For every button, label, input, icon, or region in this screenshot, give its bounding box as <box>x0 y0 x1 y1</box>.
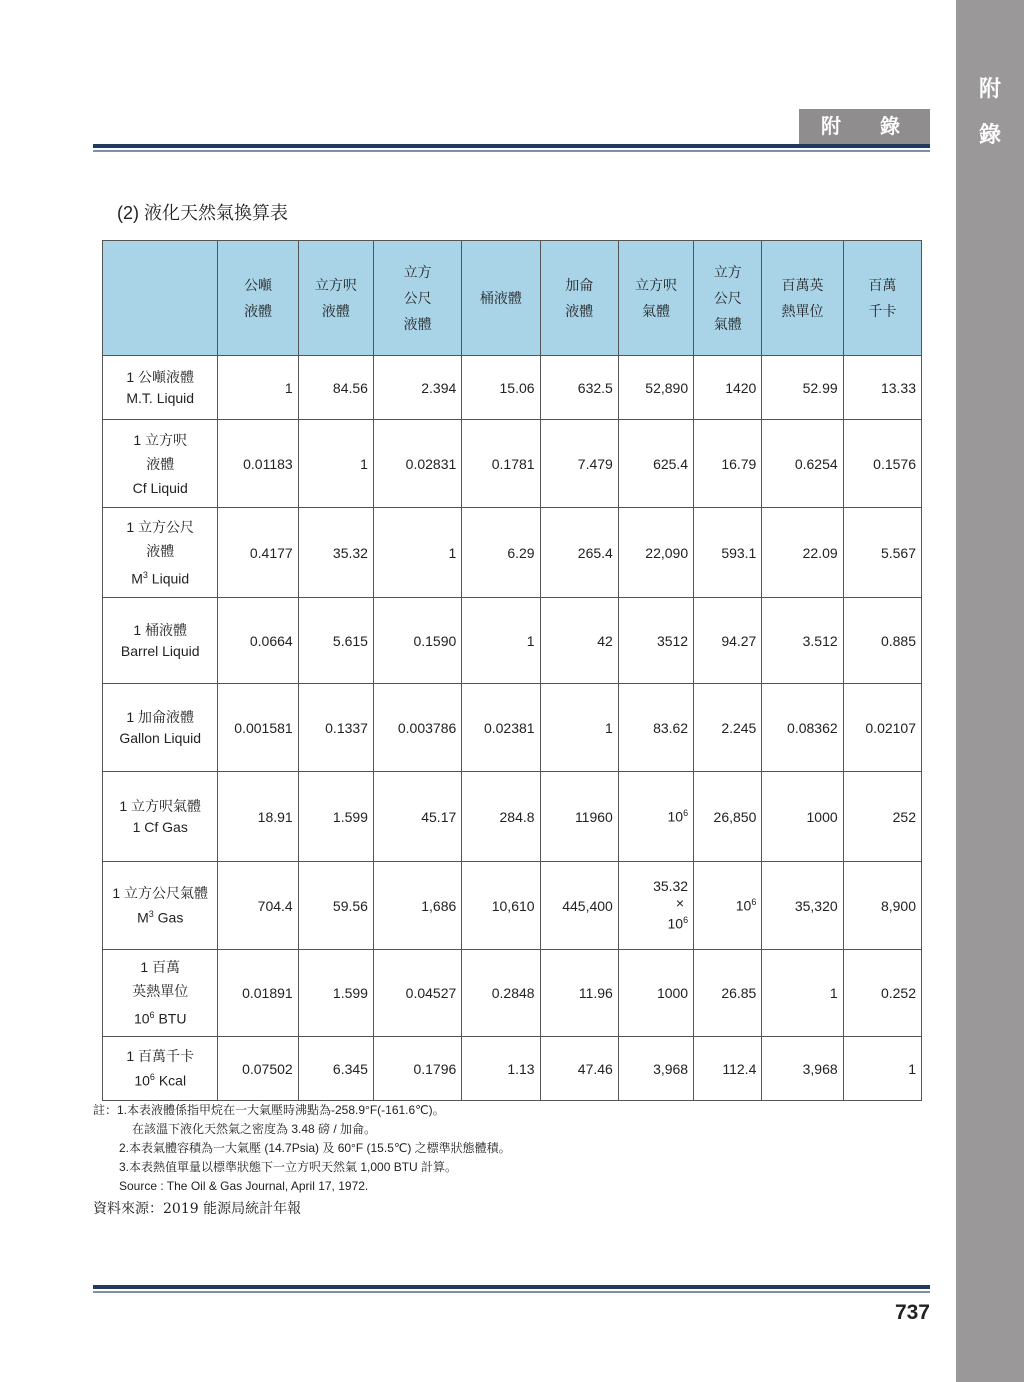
column-header <box>762 241 843 356</box>
row-header-line: 1 立方公尺 <box>126 518 195 535</box>
table-cell: 0.1576 <box>843 420 921 508</box>
table-cell: 1000 <box>762 772 843 862</box>
column-header <box>694 241 762 356</box>
table-cell: 1.13 <box>462 1037 540 1101</box>
table-cell: 3512 <box>618 598 693 684</box>
note-line: Source : The Oil & Gas Journal, April 17, 1972. <box>119 1179 369 1193</box>
source-line: 資料來源：2019 能源局統計年報 <box>93 1201 302 1217</box>
row-header-line: $10^6$ BTU <box>133 1010 187 1027</box>
table-cell: 1 <box>462 598 540 684</box>
table-row <box>103 772 922 862</box>
row-header <box>103 772 218 862</box>
header-rule-thick <box>93 144 930 148</box>
table-row <box>103 356 922 420</box>
row-header <box>103 508 218 598</box>
table-cell: 5.567 <box>843 508 921 598</box>
sidebar-char-1: 附 <box>978 77 1001 102</box>
note-line: 註：1.本表液體係指甲烷在一大氣壓時沸點為-258.9°F(-161.6℃)。 <box>93 1103 445 1117</box>
table-cell: 26,850 <box>694 772 762 862</box>
table-cell: 0.1781 <box>462 420 540 508</box>
column-header-line: 公尺 <box>403 290 432 306</box>
table-cell: $10^6$ <box>694 862 762 950</box>
table-row <box>103 862 922 950</box>
table-cell: 1,686 <box>373 862 461 950</box>
column-header-line: 液體 <box>244 303 273 319</box>
row-header-line: 1 立方公尺氣體 <box>112 884 209 901</box>
row-header-line: $10^6$ Kcal <box>134 1071 187 1089</box>
column-header-line: 公噸 <box>244 277 273 293</box>
corner-cell <box>103 241 218 356</box>
table-row <box>103 684 922 772</box>
table-cell: 13.33 <box>843 356 921 420</box>
table-cell: 8,900 <box>843 862 921 950</box>
table-cell: 94.27 <box>694 598 762 684</box>
table-cell: 0.4177 <box>218 508 298 598</box>
table-cell: 0.1796 <box>373 1037 461 1101</box>
table-cell: 1 <box>540 684 618 772</box>
column-header <box>373 241 461 356</box>
table-cell: 284.8 <box>462 772 540 862</box>
column-header-line: 加侖 <box>565 277 594 293</box>
table-cell: 11960 <box>540 772 618 862</box>
column-header-line: 熱單位 <box>781 303 824 319</box>
table-cell: 0.885 <box>843 598 921 684</box>
table-cell: 0.2848 <box>462 950 540 1037</box>
column-header <box>218 241 298 356</box>
column-header-line: 液體 <box>403 316 432 332</box>
table-cell: 0.07502 <box>218 1037 298 1101</box>
row-header-line: 1 立方呎氣體 <box>119 797 202 814</box>
table-cell: 0.04527 <box>373 950 461 1037</box>
table-cell: 112.4 <box>694 1037 762 1101</box>
header-rule-thin <box>93 150 930 152</box>
table-cell: 35.32 × $10^6$ <box>618 862 693 950</box>
sidebar-char-2: 錄 <box>978 123 1001 148</box>
table-row <box>103 508 922 598</box>
notes <box>93 1101 511 1196</box>
table-cell: 84.56 <box>298 356 373 420</box>
row-header-line: 1 百萬 <box>140 959 181 976</box>
row-header-line: 1 立方呎 <box>133 431 188 448</box>
column-header <box>618 241 693 356</box>
table-cell: 0.6254 <box>762 420 843 508</box>
header-tab: 附 錄 <box>799 109 930 144</box>
row-header-line: 1 桶液體 <box>133 621 188 638</box>
row-header-line: 液體 <box>146 542 175 559</box>
table-cell: 0.1590 <box>373 598 461 684</box>
table-cell: 6.345 <box>298 1037 373 1101</box>
column-header <box>462 241 540 356</box>
row-header-line: M.T. Liquid <box>126 389 195 406</box>
column-header-line: 液體 <box>565 303 594 319</box>
table-cell: 52.99 <box>762 356 843 420</box>
table-cell: 1 <box>762 950 843 1037</box>
row-header-line: 1 Cf Gas <box>132 818 188 835</box>
row-header-line: 1 加侖液體 <box>126 708 195 725</box>
table-cell: 445,400 <box>540 862 618 950</box>
table-cell: 0.02381 <box>462 684 540 772</box>
conversion-table <box>102 240 922 1101</box>
table-cell: 265.4 <box>540 508 618 598</box>
row-header <box>103 420 218 508</box>
column-header-line: 立方呎 <box>314 277 357 293</box>
table-cell: 0.003786 <box>373 684 461 772</box>
note-line: 2.本表氣體容積為一大氣壓 (14.7Psia) 及 60°F (15.5℃) 之標準狀態體積。 <box>119 1141 511 1155</box>
table-cell: 59.56 <box>298 862 373 950</box>
table-cell: 3,968 <box>618 1037 693 1101</box>
row-header-line: Cf Liquid <box>132 479 188 496</box>
table-cell: 5.615 <box>298 598 373 684</box>
table-cell: 1.599 <box>298 950 373 1037</box>
row-header <box>103 1037 218 1101</box>
column-header-line: 公尺 <box>713 290 742 306</box>
section-title: (2) 液化天然氣換算表 <box>117 203 288 223</box>
table-cell: 0.08362 <box>762 684 843 772</box>
table-cell: 2.245 <box>694 684 762 772</box>
table-cell: 18.91 <box>218 772 298 862</box>
table-cell: 22.09 <box>762 508 843 598</box>
column-header-line: 立方呎 <box>634 277 677 293</box>
column-header-line: 百萬 <box>868 277 897 293</box>
table-cell: 3.512 <box>762 598 843 684</box>
column-header-line: 立方 <box>403 264 432 280</box>
row-header <box>103 950 218 1037</box>
table-row <box>103 1037 922 1101</box>
table-cell: 52,890 <box>618 356 693 420</box>
table-cell: 35.32 <box>298 508 373 598</box>
column-header-line: 立方 <box>713 264 742 280</box>
table-cell: 1 <box>843 1037 921 1101</box>
table-cell: 0.01891 <box>218 950 298 1037</box>
table-row <box>103 950 922 1037</box>
table-cell: 26.85 <box>694 950 762 1037</box>
table-cell: 593.1 <box>694 508 762 598</box>
row-header-line: 1 公噸液體 <box>126 368 195 385</box>
table-cell: 22,090 <box>618 508 693 598</box>
table-cell: 16.79 <box>694 420 762 508</box>
column-header-line: 氣體 <box>641 303 670 319</box>
table-cell: 15.06 <box>462 356 540 420</box>
row-header-line: 英熱單位 <box>132 983 189 1000</box>
column-header-line: 氣體 <box>713 316 742 332</box>
column-header <box>540 241 618 356</box>
table-cell: 3,968 <box>762 1037 843 1101</box>
table-cell: 1 <box>298 420 373 508</box>
row-header-line: 1 百萬千卡 <box>126 1047 195 1064</box>
table-cell: 0.01183 <box>218 420 298 508</box>
row-header <box>103 598 218 684</box>
table-cell: 47.46 <box>540 1037 618 1101</box>
table-cell: 42 <box>540 598 618 684</box>
row-header <box>103 684 218 772</box>
table-cell: 6.29 <box>462 508 540 598</box>
table-cell: 0.252 <box>843 950 921 1037</box>
table-row <box>103 420 922 508</box>
table-cell: 1.599 <box>298 772 373 862</box>
row-header-line: Barrel Liquid <box>120 642 200 659</box>
column-header-line: 桶液體 <box>479 290 522 306</box>
table-cell: 704.4 <box>218 862 298 950</box>
table-cell: 0.02107 <box>843 684 921 772</box>
footer-rule-thin <box>93 1291 930 1293</box>
table-cell: 0.001581 <box>218 684 298 772</box>
table-cell: 625.4 <box>618 420 693 508</box>
table-cell: 252 <box>843 772 921 862</box>
table-cell: 0.1337 <box>298 684 373 772</box>
table-cell: 1 <box>373 508 461 598</box>
table-cell: 1420 <box>694 356 762 420</box>
table-cell: 0.0664 <box>218 598 298 684</box>
column-header <box>843 241 921 356</box>
footer-rule-thick <box>93 1285 930 1289</box>
table-cell: 7.479 <box>540 420 618 508</box>
row-header <box>103 356 218 420</box>
column-header-line: 千卡 <box>868 303 897 319</box>
table-cell: 2.394 <box>373 356 461 420</box>
table-cell: 83.62 <box>618 684 693 772</box>
page-number: 737 <box>894 1301 930 1324</box>
table-cell: 0.02831 <box>373 420 461 508</box>
table-cell: 35,320 <box>762 862 843 950</box>
table-cell: 45.17 <box>373 772 461 862</box>
row-header-line: $M^3$ Liquid <box>131 569 190 587</box>
row-header-line: 液體 <box>146 455 175 472</box>
row-header-line: Gallon Liquid <box>119 729 202 746</box>
table-cell: 1000 <box>618 950 693 1037</box>
table-cell: 10,610 <box>462 862 540 950</box>
table-cell: 632.5 <box>540 356 618 420</box>
column-header-line: 液體 <box>321 303 350 319</box>
note-line: 在該溫下液化天然氣之密度為 3.48 磅 / 加侖。 <box>132 1122 377 1136</box>
table-row <box>103 598 922 684</box>
column-header <box>298 241 373 356</box>
note-line: 3.本表熱值單量以標準狀態下一立方呎天然氣 1,000 BTU 計算。 <box>119 1160 458 1174</box>
row-header <box>103 862 218 950</box>
table-cell: $10^6$ <box>618 772 693 862</box>
table-header-row <box>103 241 922 356</box>
table-cell: 11.96 <box>540 950 618 1037</box>
column-header-line: 百萬英 <box>781 277 824 293</box>
sidebar-strip <box>956 0 1024 1382</box>
table-cell: 1 <box>218 356 298 420</box>
row-header-line: $M^3$ Gas <box>137 908 184 926</box>
